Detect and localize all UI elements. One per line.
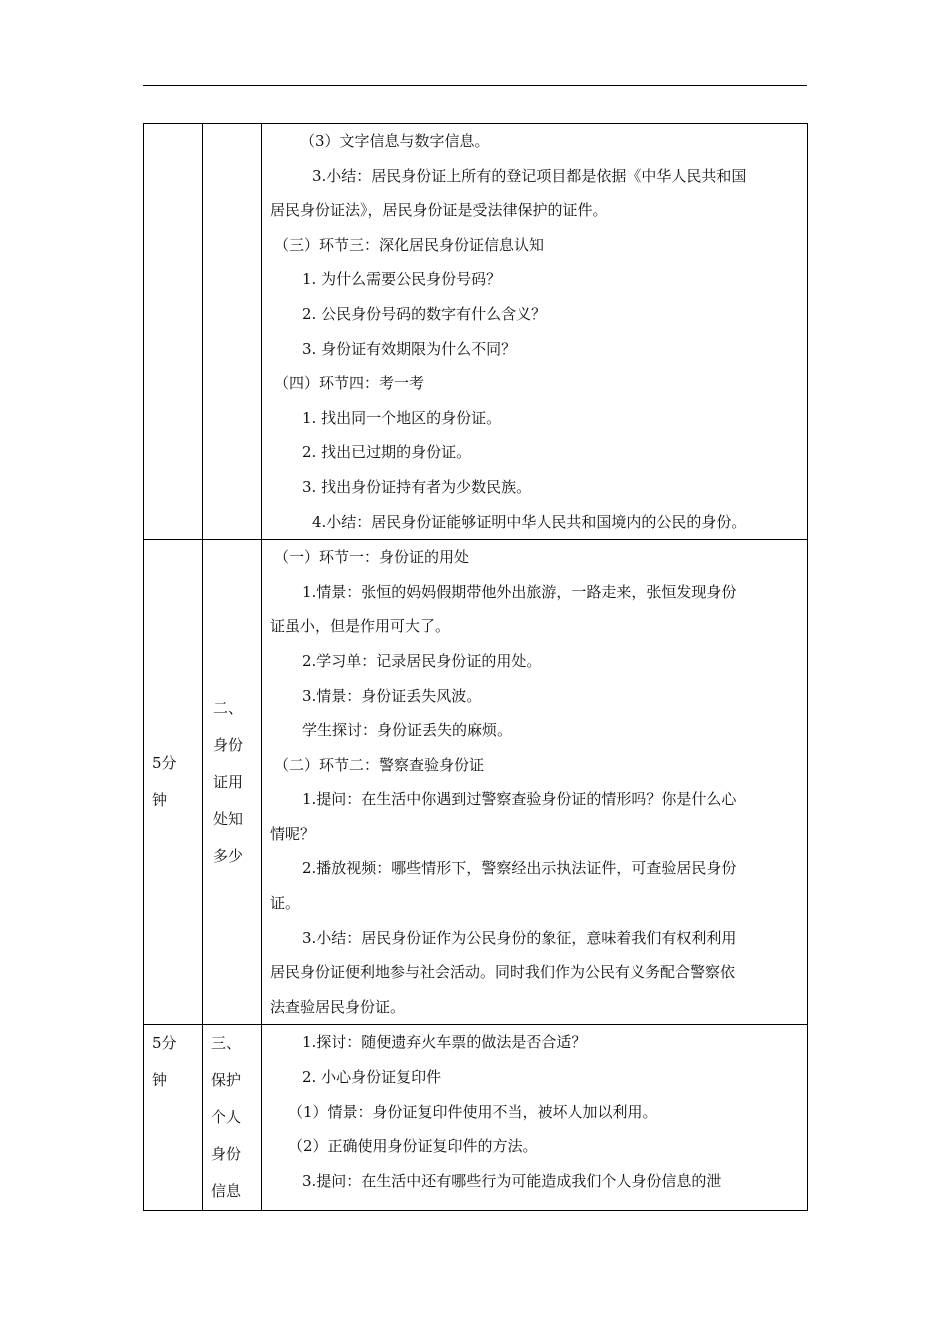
time-cell — [144, 1025, 203, 1211]
time-line: 钟 — [152, 791, 168, 810]
content-line: 3.情景：身份证丢失风波。 — [302, 686, 482, 705]
content-line: 2. 找出已过期的身份证。 — [302, 443, 472, 462]
table-row — [144, 124, 808, 540]
content-line: （三）环节三：深化居民身份证信息认知 — [274, 235, 545, 254]
content-line: 1.情景：张恒的妈妈假期带他外出旅游，一路走来，张恒发现身份 — [302, 582, 737, 601]
content-line: 居民身份证法》，居民身份证是受法律保护的证件。 — [270, 201, 608, 220]
stage-line: 保护 — [211, 1071, 242, 1090]
content-line: 2.播放视频：哪些情形下，警察经出示执法证件，可查验居民身份 — [302, 859, 737, 878]
stage-line: 个人 — [211, 1108, 242, 1127]
time-line: 钟 — [152, 1071, 168, 1090]
content-line: （二）环节二：警察查验身份证 — [274, 755, 485, 774]
content-line: 法查验居民身份证。 — [270, 997, 406, 1016]
content-line: 3. 找出身份证持有者为少数民族。 — [302, 477, 532, 496]
lesson-plan-table — [143, 123, 808, 1211]
stage-line: 二、 — [213, 698, 244, 717]
header-rule — [143, 85, 807, 86]
stage-line: 信息 — [211, 1182, 242, 1201]
content-line: （1）情景：身份证复印件使用不当，被坏人加以利用。 — [288, 1102, 658, 1121]
content-line: （四）环节四：考一考 — [274, 374, 425, 393]
content-line: （3）文字信息与数字信息。 — [300, 132, 490, 150]
content-line: 3.小结：居民身份证作为公民身份的象征，意味着我们有权利利用 — [302, 928, 737, 947]
content-line: 2.学习单：记录居民身份证的用处。 — [302, 651, 542, 670]
stage-line: 身份 — [213, 735, 244, 754]
content-cell — [262, 124, 808, 540]
stage-line: 三、 — [211, 1034, 242, 1053]
content-cell — [262, 1025, 808, 1211]
table-row — [144, 1025, 808, 1211]
time-cell — [144, 124, 203, 540]
stage-cell — [203, 1025, 262, 1211]
stage-line: 多少 — [213, 846, 244, 865]
content-line: 证。 — [270, 894, 301, 913]
content-line: 1. 找出同一个地区的身份证。 — [302, 408, 502, 427]
content-line: 4.小结：居民身份证能够证明中华人民共和国境内的公民的身份。 — [312, 512, 747, 531]
content-line: 2. 小心身份证复印件 — [302, 1068, 442, 1087]
content-line: 1. 为什么需要公民身份号码？ — [302, 270, 502, 289]
stage-line: 证用 — [213, 772, 244, 791]
time-line: 5分 — [152, 1034, 177, 1053]
content-line: 3. 身份证有效期限为什么不同？ — [302, 339, 517, 358]
content-line: 证虽小，但是作用可大了。 — [270, 617, 451, 636]
content-line: 3.提问：在生活中还有哪些行为可能造成我们个人身份信息的泄 — [302, 1171, 722, 1190]
content-line: 1.探讨：随便遗弃火车票的做法是否合适？ — [302, 1033, 587, 1052]
content-line: 学生探讨：身份证丢失的麻烦。 — [302, 721, 513, 740]
content-line: 2. 公民身份号码的数字有什么含义？ — [302, 304, 547, 323]
content-line: 情呢？ — [270, 824, 316, 843]
content-line: 1.提问：在生活中你遇到过警察查验身份证的情形吗？你是什么心 — [302, 790, 737, 809]
content-line: 居民身份证便利地参与社会活动。同时我们作为公民有义务配合警察依 — [270, 963, 736, 982]
content-line: （2）正确使用身份证复印件的方法。 — [288, 1137, 538, 1156]
stage-line: 身份 — [211, 1145, 242, 1164]
content-line: （一）环节一：身份证的用处 — [274, 548, 470, 567]
time-cell — [144, 540, 203, 1025]
content-cell — [262, 540, 808, 1025]
stage-line: 处知 — [213, 809, 244, 828]
stage-cell — [203, 540, 262, 1025]
content-line: 3.小结：居民身份证上所有的登记项目都是依据《中华人民共和国 — [312, 166, 747, 185]
time-line: 5分 — [152, 754, 177, 773]
table-row — [144, 540, 808, 1025]
stage-cell — [203, 124, 262, 540]
